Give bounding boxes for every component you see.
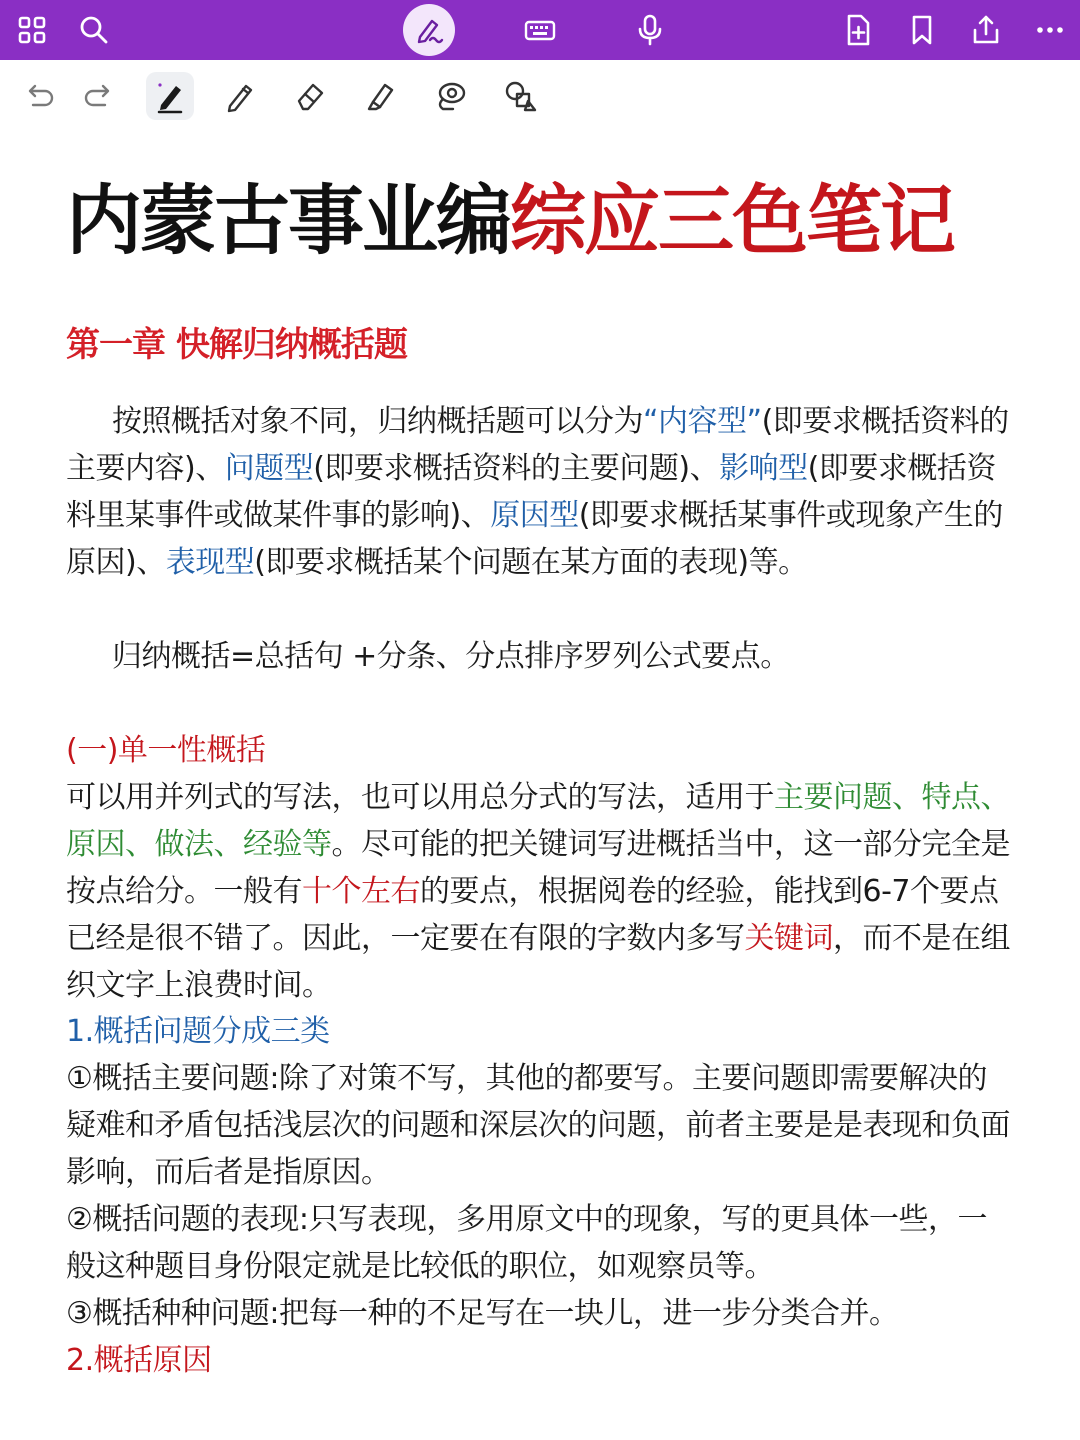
search-icon[interactable] (70, 6, 118, 54)
red-keyword-keywords: 关键词 (744, 921, 833, 956)
keyword-impact-type: 影响型 (719, 451, 808, 486)
title-red-part: 综应三色笔记 (510, 176, 954, 265)
section-heading-single: (一)单一性概括 (66, 733, 266, 768)
green-keywords: 主要问题、特点、原因、做法、经验等 (66, 780, 1010, 862)
keyword-problem-type: 问题型 (224, 451, 314, 486)
text-run: (即要求概括某事件或现象产生的原因)、 (66, 498, 1003, 580)
text-run: 按照概括对象不同，归纳概括题可以分为 (112, 404, 643, 439)
keyboard-icon[interactable] (516, 6, 564, 54)
subheading-causes: 2.概括原因 (66, 1343, 212, 1378)
text-run: 可以用并列式的写法，也可以用总分式的写法，适用于 (66, 780, 774, 815)
add-page-icon[interactable] (834, 6, 882, 54)
chapter-heading: 第一章 快解归纳概括题 (66, 325, 407, 365)
list-item: ②概括问题的表现:只写表现，多用原文中的现象，写的更具体一些，一般这种题目身份限定就是比较低的职位，如观察员等。 (66, 1202, 988, 1284)
text-run: 。尽可能的把关键词写进概括当中，这一部分完全是按点给分。一般有 (66, 827, 1010, 909)
text-run: ，而不是在组织文字上浪费时间。 (66, 921, 1010, 1003)
lasso-icon[interactable] (426, 72, 474, 120)
ballpoint-pen-icon[interactable] (146, 72, 194, 120)
text-run: (即要求概括某个问题在某方面的表现)等。 (254, 545, 808, 580)
subheading-problem-types: 1.概括问题分成三类 (66, 1014, 330, 1049)
text-run: (即要求概括资料的主要问题)、 (313, 451, 720, 486)
pen-mode-icon[interactable] (403, 4, 455, 56)
highlighter-icon[interactable] (356, 72, 404, 120)
keyword-content-type: “内容型” (643, 404, 762, 439)
formula-paragraph: 归纳概括=总括句 +分条、分点排序罗列公式要点。 (112, 639, 790, 674)
drawing-toolbar (0, 60, 1080, 132)
keyword-cause-type: 原因型 (490, 498, 579, 533)
list-item: ③概括种种问题:把每一种的不足写在一块儿，进一步分类合并。 (66, 1296, 899, 1331)
undo-icon[interactable] (14, 72, 62, 120)
grid-icon[interactable] (8, 6, 56, 54)
shapes-icon[interactable] (496, 72, 544, 120)
share-icon[interactable] (962, 6, 1010, 54)
bookmark-icon[interactable] (898, 6, 946, 54)
text-run: (即要求概括资料里某事件或做某件事的影响)、 (66, 451, 996, 533)
document-title (66, 166, 1026, 276)
eraser-icon[interactable] (286, 72, 334, 120)
text-run: (即要求概括资料的主要内容)、 (66, 404, 1009, 486)
redo-icon[interactable] (76, 72, 124, 120)
keyword-manifestation-type: 表现型 (165, 545, 255, 580)
more-icon[interactable] (1026, 6, 1074, 54)
text-run: 的要点，根据阅卷的经验，能找到6-7个要点已经是很不错了。因此，一定要在有限的字数内多写 (66, 874, 999, 956)
pencil-icon[interactable] (216, 72, 264, 120)
list-item: ①概括主要问题:除了对策不写，其他的都要写。主要问题即需要解决的疑难和矛盾包括浅层次的问题和深层次的问题，前者主要是是表现和负面影响，而后者是指原因。 (66, 1061, 1010, 1190)
title-black-part: 内蒙古事业编 (66, 176, 510, 265)
microphone-icon[interactable] (626, 6, 674, 54)
top-toolbar (0, 0, 1080, 60)
intro-paragraph (66, 398, 1010, 586)
red-keyword-ten: 十个左右 (302, 874, 420, 909)
single-summary-paragraph (66, 774, 1010, 1009)
